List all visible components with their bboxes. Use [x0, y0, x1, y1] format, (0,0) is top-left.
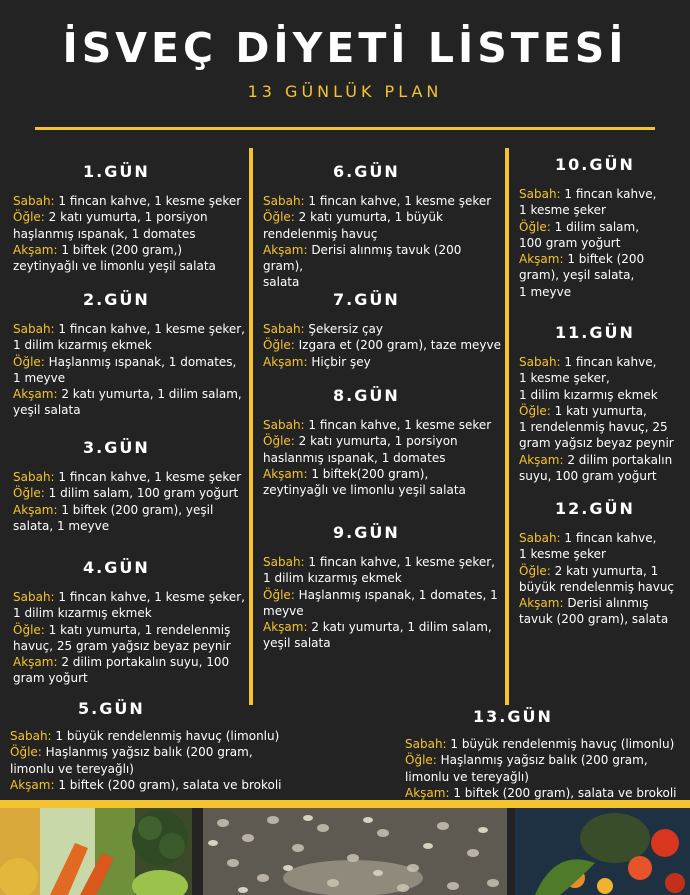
meal-line [13, 622, 249, 638]
meal-line [263, 337, 503, 353]
meal-text: 1 rendelenmiş havuç, 25 [519, 420, 668, 435]
meal-line [10, 777, 310, 793]
day-title: 4.GÜN [83, 558, 150, 577]
day-1-block [13, 162, 249, 274]
meal-label: Öğle: [10, 745, 42, 760]
meal-line [519, 579, 689, 595]
meal-line [519, 546, 689, 562]
meal-label: Öğle: [263, 434, 295, 449]
day-4-block [13, 558, 249, 687]
meal-text: suyu, 100 gram yoğurt [519, 469, 657, 484]
meal-text: 2 katı yumurta, 1 büyük [294, 210, 443, 225]
meal-label: Akşam: [519, 452, 564, 467]
lentils-photo [203, 808, 507, 895]
day-title: 13.GÜN [473, 707, 553, 726]
meal-text: gram yoğurt [13, 671, 88, 686]
meal-line [13, 337, 249, 353]
day-title: 2.GÜN [83, 290, 150, 309]
meal-text: 1 fincan kahve, 1 kesme seker [304, 418, 492, 432]
meal-line [263, 570, 503, 586]
page-title: İSVEÇ DİYETİ LİSTESİ [62, 24, 628, 72]
meal-line [13, 502, 249, 518]
meal-text: haslanmış ıspanak, 1 domates [263, 450, 446, 465]
meal-text: 1 katı yumurta, [550, 403, 647, 418]
meal-text: 1 fincan kahve, [560, 355, 657, 369]
meal-line [13, 589, 249, 605]
meal-line [13, 258, 249, 274]
meal-line [519, 435, 689, 451]
meal-label: Sabah: [13, 322, 55, 336]
meal-line [263, 450, 503, 466]
meal-text: salata, 1 meyve [13, 518, 110, 533]
day-6-block [263, 162, 503, 291]
meal-line [405, 769, 690, 785]
meal-text: 1 biftek (200 [563, 252, 645, 267]
meal-line [263, 321, 503, 337]
day-11-block [519, 323, 689, 484]
meal-text: büyük rendelenmiş havuç [519, 579, 675, 594]
meal-text: 1 büyük rendelenmiş havuç (limonlu) [446, 737, 675, 751]
day-5-block [10, 699, 310, 793]
meal-text: 2 dilim portakalın [563, 452, 673, 467]
meal-text: Izgara et (200 gram), taze meyve [294, 338, 501, 353]
day-10-block [519, 155, 689, 300]
meal-label: Öğle: [13, 354, 45, 369]
meal-text: yeşil salata [13, 403, 81, 418]
meal-text: Haşlanmış ıspanak, 1 domates, [44, 354, 237, 369]
meal-line [263, 603, 503, 619]
meal-label: Öğle: [263, 210, 295, 225]
photo-strip-border [0, 800, 690, 808]
meal-line [519, 251, 689, 267]
meal-line [263, 619, 503, 635]
meal-line [13, 605, 249, 621]
meal-label: Sabah: [263, 418, 305, 432]
meal-text: 2 dilim portakalın suyu, 100 [57, 655, 230, 670]
meal-line [13, 402, 249, 418]
meal-line [519, 595, 689, 611]
meal-text: gram yağsız beyaz peynir [519, 436, 674, 451]
day-title: 7.GÜN [333, 290, 400, 309]
meal-line [519, 468, 689, 484]
meal-text: 1 fincan kahve, 1 kesme şeker [54, 470, 242, 484]
meal-label: Sabah: [519, 187, 561, 201]
meal-line [13, 386, 249, 402]
vegetables-photo [0, 808, 192, 895]
day-13-block [405, 707, 690, 801]
meal-text: 1 biftek (200 gram,) [57, 242, 183, 257]
meal-label: Sabah: [405, 737, 447, 751]
meal-text: meyve [263, 603, 304, 618]
day-title: 1.GÜN [83, 162, 150, 181]
meal-label: Akşam: [519, 596, 564, 611]
meal-line [263, 587, 503, 603]
meal-line [10, 744, 310, 760]
meal-text: havuç, 25 gram yağsız beyaz peynir [13, 638, 231, 653]
meal-text: zeytinyağlı ve limonlu yeşil salata [13, 259, 216, 274]
meal-text: 2 katı yumurta, 1 porsiyon [44, 210, 208, 225]
meal-text: 1 fincan kahve, 1 kesme şeker, [54, 322, 245, 336]
meal-text: 1 fincan kahve, 1 kesme şeker [54, 194, 242, 208]
title-divider [35, 127, 655, 130]
meal-text: 1 fincan kahve, 1 kesme şeker [304, 194, 492, 208]
meal-line [519, 219, 689, 235]
meal-line [263, 274, 503, 290]
meal-line [519, 354, 689, 370]
column-divider-right [505, 148, 509, 705]
day-2-block [13, 290, 249, 419]
page-subtitle: 13 GÜNLÜK PLAN [247, 82, 443, 101]
meal-text: yeşil salata [263, 636, 331, 651]
meal-text: 1 biftek(200 gram), [307, 466, 429, 481]
meal-line [405, 752, 690, 768]
meal-label: Sabah: [263, 322, 305, 336]
meal-line [519, 452, 689, 468]
meal-line [519, 419, 689, 435]
meal-line [519, 235, 689, 251]
meal-text: 2 katı yumurta, 1 porsiyon [294, 434, 458, 449]
meal-line [263, 554, 503, 570]
meal-text: salata [263, 275, 300, 290]
meal-label: Akşam: [263, 620, 308, 635]
meal-line [519, 530, 689, 546]
meal-text: 1 kesme şeker [519, 203, 606, 218]
meal-text: tavuk (200 gram), salata [519, 612, 669, 627]
meal-line [519, 611, 689, 627]
meal-text: Haşlanmış yağsız balık (200 gram, [436, 753, 648, 768]
meal-label: Sabah: [13, 194, 55, 208]
meal-label: Sabah: [519, 355, 561, 369]
meal-line [263, 417, 503, 433]
meal-text: 1 kesme şeker [519, 547, 606, 562]
day-12-block [519, 499, 689, 628]
day-title: 10.GÜN [555, 155, 635, 174]
meal-text: 1 biftek (200 gram), salata ve brokoli [54, 777, 282, 792]
meal-text: 1 fincan kahve, [560, 187, 657, 201]
meal-text: 1 katı yumurta, 1 rendelenmiş [44, 622, 231, 637]
meal-text: Derisi alınmış tavuk (200 gram), [263, 242, 462, 274]
meal-line [519, 387, 689, 403]
meal-line [13, 485, 249, 501]
meal-label: Akşam: [263, 242, 308, 257]
meal-label: Akşam: [13, 387, 58, 402]
meal-text: Haşlanmış yağsız balık (200 gram, [41, 745, 253, 760]
meal-label: Sabah: [263, 194, 305, 208]
meal-line [13, 321, 249, 337]
meal-label: Akşam: [405, 785, 450, 800]
meal-text: 1 fincan kahve, 1 kesme şeker, [54, 590, 245, 604]
meal-line [13, 370, 249, 386]
meal-label: Öğle: [405, 753, 437, 768]
meal-label: Akşam: [263, 466, 308, 481]
meal-label: Öğle: [263, 338, 295, 353]
meal-line [519, 267, 689, 283]
meal-text: 1 dilim kızarmış ekmek [519, 387, 658, 402]
day-9-block [263, 523, 503, 652]
meal-label: Sabah: [519, 531, 561, 545]
meal-line [519, 284, 689, 300]
meal-line [13, 209, 249, 225]
meal-text: 1 büyük rendelenmiş havuç (limonlu) [51, 729, 280, 743]
day-8-block [263, 386, 503, 498]
meal-text: 1 dilim kızarmış ekmek [13, 338, 152, 353]
meal-line [263, 209, 503, 225]
meal-label: Öğle: [519, 403, 551, 418]
meal-label: Akşam: [13, 655, 58, 670]
meal-text: 1 fincan kahve, 1 kesme şeker, [304, 555, 495, 569]
day-title: 9.GÜN [333, 523, 400, 542]
meal-text: 1 meyve [13, 370, 66, 385]
meal-text: 1 dilim salam, 100 gram yoğurt [44, 486, 239, 501]
meal-label: Akşam: [263, 354, 308, 369]
meal-line [263, 226, 503, 242]
meal-line [263, 482, 503, 498]
meal-text: 1 dilim kızarmış ekmek [263, 571, 402, 586]
meal-label: Sabah: [263, 555, 305, 569]
meal-label: Sabah: [13, 590, 55, 604]
meal-label: Akşam: [13, 242, 58, 257]
meal-text: 2 katı yumurta, 1 [550, 563, 659, 578]
day-title: 3.GÜN [83, 438, 150, 457]
meal-text: 1 dilim salam, [550, 219, 640, 234]
day-7-block [263, 290, 503, 370]
meal-label: Öğle: [263, 587, 295, 602]
meal-label: Öğle: [519, 219, 551, 234]
meal-text: limonlu ve tereyağlı) [10, 761, 134, 776]
meal-label: Sabah: [10, 729, 52, 743]
meal-label: Sabah: [13, 470, 55, 484]
day-title: 12.GÜN [555, 499, 635, 518]
meal-line [405, 785, 690, 801]
meal-text: 100 gram yoğurt [519, 235, 621, 250]
meal-line [263, 635, 503, 651]
meal-line [13, 518, 249, 534]
column-divider-left [249, 148, 253, 705]
meal-text: 1 biftek (200 gram), yeşil [57, 502, 214, 517]
day-title: 6.GÜN [333, 162, 400, 181]
meal-text: Şekersiz çay [304, 322, 383, 336]
produce-photo [515, 808, 690, 895]
meal-label: Öğle: [13, 210, 45, 225]
meal-line [519, 370, 689, 386]
meal-line [519, 563, 689, 579]
meal-text: 1 dilim kızarmış ekmek [13, 606, 152, 621]
meal-text: 1 meyve [519, 284, 572, 299]
meal-line [13, 469, 249, 485]
meal-text: haşlanmış ıspanak, 1 domates [13, 226, 196, 241]
meal-text: limonlu ve tereyağlı) [405, 769, 529, 784]
day-title: 5.GÜN [78, 699, 145, 718]
meal-line [263, 193, 503, 209]
meal-text: 1 kesme şeker, [519, 371, 610, 386]
meal-label: Öğle: [13, 622, 45, 637]
meal-label: Akşam: [13, 502, 58, 517]
meal-line [263, 354, 503, 370]
meal-text: 2 katı yumurta, 1 dilim salam, [307, 620, 492, 635]
meal-text: 1 biftek (200 gram), salata ve brokoli [449, 785, 677, 800]
meal-label: Akşam: [519, 252, 564, 267]
day-title: 8.GÜN [333, 386, 400, 405]
meal-line [519, 186, 689, 202]
meal-label: Öğle: [519, 563, 551, 578]
meal-text: Haşlanmış ıspanak, 1 domates, 1 [294, 587, 498, 602]
meal-text: 2 katı yumurta, 1 dilim salam, [57, 387, 242, 402]
meal-text: Hiçbir şey [307, 354, 371, 369]
day-title: 11.GÜN [555, 323, 635, 342]
meal-line [13, 226, 249, 242]
meal-text: 1 fincan kahve, [560, 531, 657, 545]
meal-line [263, 433, 503, 449]
meal-text: Derisi alınmış [563, 596, 649, 611]
meal-line [519, 202, 689, 218]
meal-line [263, 242, 503, 275]
meal-text: zeytinyağlı ve limonlu yeşil salata [263, 483, 466, 498]
meal-line [405, 736, 690, 752]
meal-line [10, 761, 310, 777]
meal-line [13, 193, 249, 209]
meal-line [13, 638, 249, 654]
meal-text: gram), yeşil salata, [519, 268, 635, 283]
meal-text: rendelenmiş havuç [263, 226, 378, 241]
meal-line [13, 670, 249, 686]
meal-label: Akşam: [10, 777, 55, 792]
meal-line [13, 242, 249, 258]
meal-line [13, 354, 249, 370]
meal-line [13, 654, 249, 670]
meal-line [263, 466, 503, 482]
meal-line [10, 728, 310, 744]
meal-label: Öğle: [13, 486, 45, 501]
day-3-block [13, 438, 249, 534]
meal-line [519, 403, 689, 419]
